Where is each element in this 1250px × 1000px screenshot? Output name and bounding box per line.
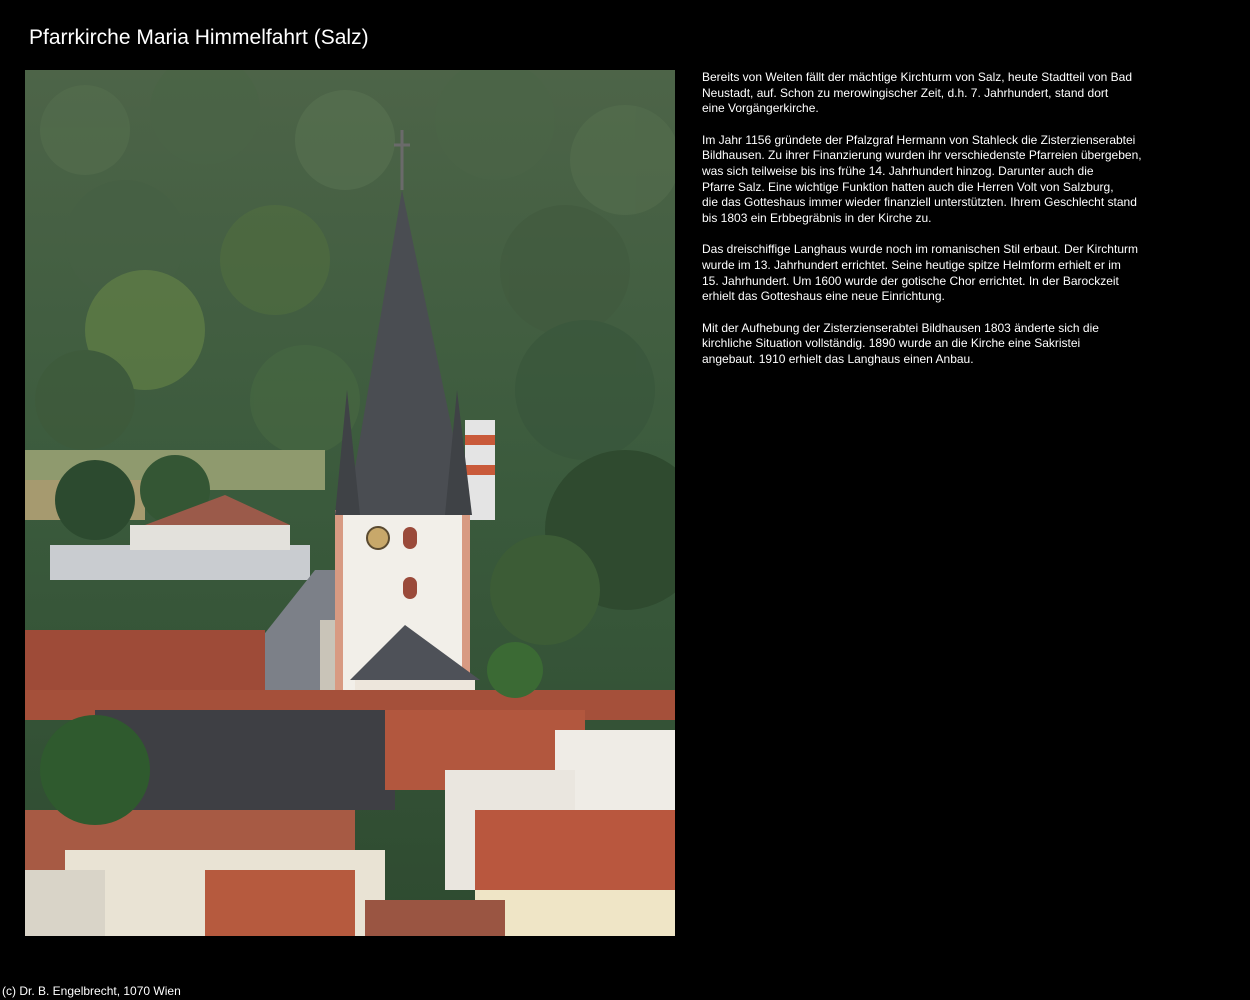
page-title: Pfarrkirche Maria Himmelfahrt (Salz)	[29, 26, 369, 49]
description-paragraph: Das dreischiffige Langhaus wurde noch im romanischen Stil erbaut. Der Kirchturm wurde im 13. Jahrhundert errichtet. Seine heutige spitze Helmform erhielt er im 15. Jahrhundert. Um 1600 wurde der gotische Chor errichtet. In der Barockzeit erhielt das Gotteshaus eine neue Einrichtung.	[702, 242, 1138, 304]
description-paragraph: Bereits von Weiten fällt der mächtige Kirchturm von Salz, heute Stadtteil von Bad Neustadt, auf. Schon zu merowingischer Zeit, d.h. 7. Jahrhundert, stand dort eine Vorgängerkirche.	[702, 70, 1132, 116]
description-paragraph: Mit der Aufhebung der Zisterzienserabtei Bildhausen 1803 änderte sich die kirchliche Situation vollständig. 1890 wurde an die Kirche eine Sakristei angebaut. 1910 erhielt das Langhaus einen Anbau.	[702, 320, 1099, 367]
description	[702, 70, 1152, 383]
copyright-notice: (c) Dr. B. Engelbrecht, 1070 Wien	[2, 984, 181, 998]
church-photo	[25, 70, 675, 936]
description-paragraph: Im Jahr 1156 gründete der Pfalzgraf Hermann von Stahleck die Zisterzienserabtei Bildhausen. Zu ihrer Finanzierung wurden ihr verschiedenste Pfarreien übergeben, was sich teilweise bis ins frühe 14. Jahrhundert hinzog. Darunter auch die Pfarre Salz. Eine wichtige Funktion hatten auch die Herren Volt von Salzburg, die das Gotteshaus immer wieder finanziell unterstützten. Ihrem Geschlecht stand bis 1803 ein Erbbegräbnis in der Kirche zu.	[702, 132, 1142, 226]
church-photo-illustration	[25, 70, 675, 936]
